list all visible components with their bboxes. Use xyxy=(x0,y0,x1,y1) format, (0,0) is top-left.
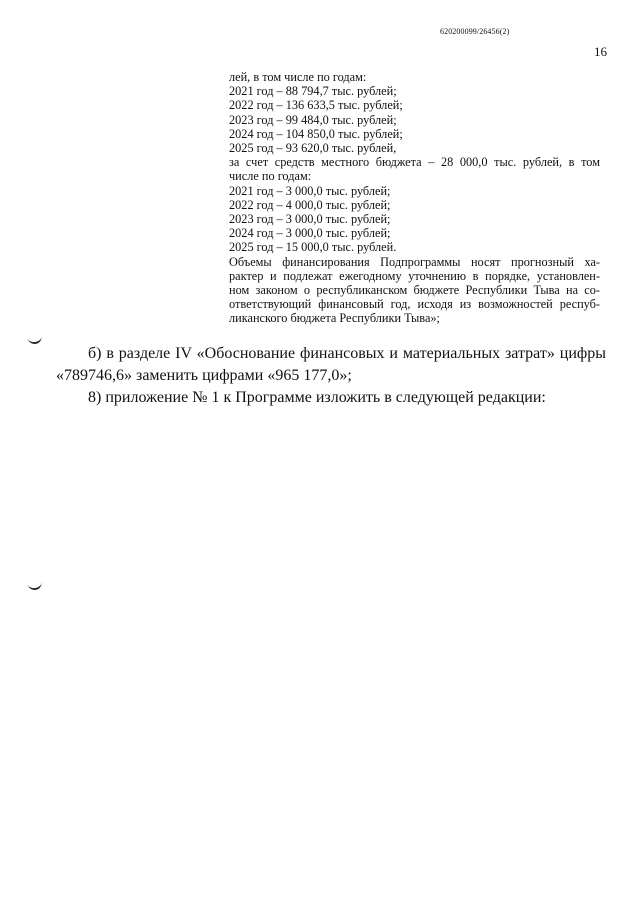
local-year-line: 2025 год – 15 000,0 тыс. рублей. xyxy=(229,240,397,255)
note-line: рактер и подлежат ежегодному уточнению в порядке, установлен- xyxy=(229,268,600,283)
document-code: 620200099/26456(2) xyxy=(440,27,510,36)
year-line: 2023 год – 99 484,0 тыс. рублей; xyxy=(229,112,397,127)
paragraph-8: 8) приложение № 1 к Программе изложить в следующей редакции: xyxy=(88,389,546,406)
note-line: ответствующий финансовый год, исходя из возможностей респуб- xyxy=(229,297,600,312)
year-line: 2022 год – 136 633,5 тыс. рублей; xyxy=(229,98,403,113)
paragraph-b-line2: «789746,6» заменить цифрами «965 177,0»; xyxy=(56,367,352,384)
funding-block xyxy=(229,70,600,326)
funding-intro: лей, в том числе по годам: xyxy=(229,70,367,84)
local-year-line: 2024 год – 3 000,0 тыс. рублей; xyxy=(229,226,391,241)
paragraph-b xyxy=(56,343,606,409)
note-last-line: ликанского бюджета Республики Тыва»; xyxy=(229,311,440,326)
local-budget-line-cont: числе по годам: xyxy=(229,169,312,184)
local-year-line: 2021 год – 3 000,0 тыс. рублей; xyxy=(229,183,391,198)
local-year-line: 2022 год – 4 000,0 тыс. рублей; xyxy=(229,197,391,212)
local-budget-line: за счет средств местного бюджета – 28 000,0 тыс. рублей, в том xyxy=(229,155,600,170)
year-line: 2021 год – 88 794,7 тыс. рублей; xyxy=(229,84,397,99)
note-line: Объемы финансирования Подпрограммы носят прогнозный ха- xyxy=(229,254,600,269)
margin-mark xyxy=(28,335,43,345)
year-line: 2024 год – 104 850,0 тыс. рублей; xyxy=(229,126,403,141)
paragraph-b-line1: б) в разделе IV «Обоснование финансовых и материальных затрат» цифры xyxy=(88,345,606,362)
local-year-line: 2023 год – 3 000,0 тыс. рублей; xyxy=(229,212,391,227)
page-number: 16 xyxy=(594,44,607,59)
note-line: ном законом о республиканском бюджете Республики Тыва на со- xyxy=(229,283,600,298)
year-line: 2025 год – 93 620,0 тыс. рублей, xyxy=(229,141,397,156)
margin-mark xyxy=(28,581,43,591)
